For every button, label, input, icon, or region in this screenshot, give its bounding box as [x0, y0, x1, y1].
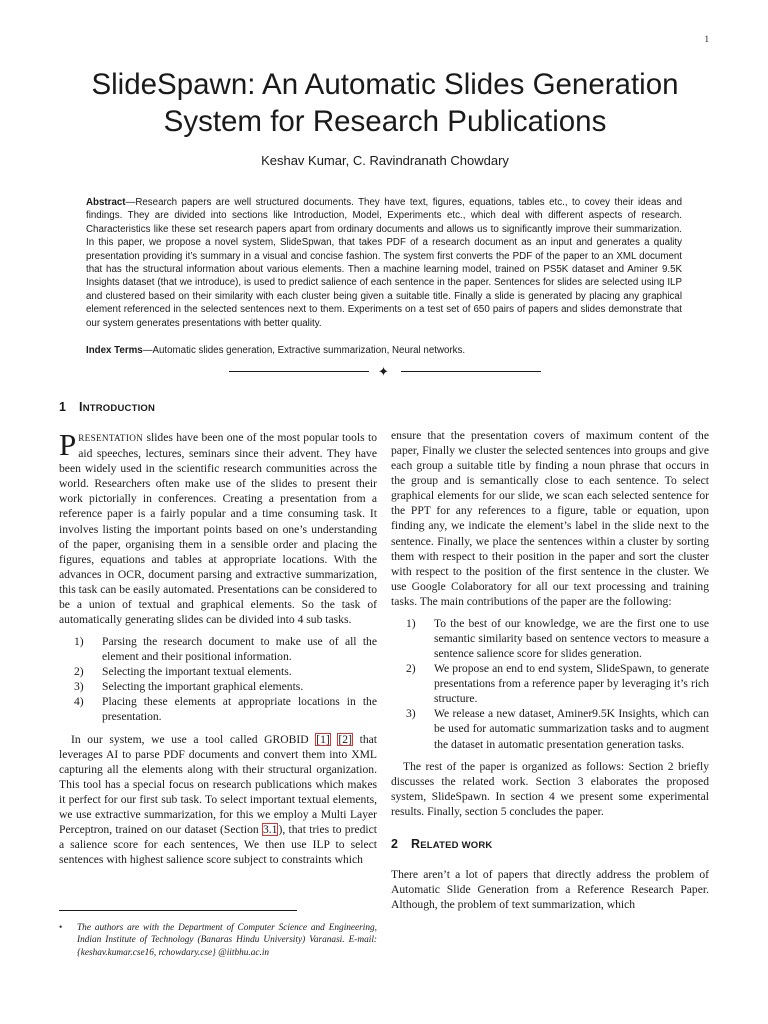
section-link-3-1[interactable]: 3.1 — [262, 823, 278, 837]
author-list: Keshav Kumar, C. Ravindranath Chowdary — [261, 153, 509, 168]
section-1-number: 1 — [59, 400, 67, 414]
list-item: 1) To the best of our knowledge, we are the first one to use semantic similarity based on sentence vectors to measure a sentence salience score for slides generation. — [406, 616, 709, 661]
section-1-heading — [59, 400, 377, 416]
section-2-heading — [391, 837, 709, 853]
list-item: 2) Selecting the important textual elements. — [74, 665, 292, 679]
section-2-title-initial: R — [411, 836, 421, 851]
intro-paragraph-3: ensure that the presentation covers of maximum content of the paper, Finally we cluster the selected sentences into groups and give each group a suitable title by finding a noun phrase that occurs in the group and is semantically close to each sentence. To select graphical elements for our slide, we scan each selected sentence for the PPT for any references to a figure, table or equation, upon finding any, we indicate the element’s label in the slide next to the sentence. Finally, we place the sentences within a cluster by sorting them with respect to their position in the paper and sort the cluster with respect to the position of the first sentence in the cluster. We use Google Colaboratory for all our text processing and training tasks. The main contributions of the paper are the following: — [391, 429, 709, 608]
paper-title — [60, 66, 710, 140]
section-1-title-rest: NTRODUCTION — [82, 403, 156, 414]
abstract — [86, 196, 682, 330]
list-item: 3) Selecting the important graphical elements. — [74, 680, 304, 694]
list-item: 3) We release a new dataset, Aminer9.5K Insights, which can be used for automatic summarization tasks and to augment the dataset in automatic presentation generation tasks. — [406, 707, 709, 751]
list-item: 2) We propose an end to end system, SlideSpawn, to generate presentations from a reference paper by leveraging it’s rich structure. — [406, 662, 709, 706]
title-line-2: System for Research Publications — [163, 105, 607, 138]
section-2-title-rest: ELATED WORK — [420, 839, 493, 851]
list-item: 1) Parsing the research document to make use of all the element and their positional information. — [74, 635, 377, 664]
intro-paragraph-1 — [59, 427, 377, 627]
left-column — [59, 400, 377, 867]
index-terms-text: —Automatic slides generation, Extractive summarization, Neural networks. — [142, 345, 466, 356]
footnote-rule — [59, 910, 297, 911]
footnote — [59, 922, 377, 959]
list-item: 4) Placing these elements at appropriate locations in the presentation. — [74, 695, 377, 724]
divider-line-right — [401, 371, 541, 372]
intro-paragraph-4: The rest of the paper is organized as follows: Section 2 briefly discusses the related work. Section 3 elaborates the proposed system, SlideSpawn. In section 4 we present some experimental results. Finally, section 5 concludes the paper. — [391, 759, 709, 818]
intro-paragraph-2: In our system, we use a tool called GROBID [1] [2] that leverages AI to parse PDF documents and convert them into XML capturing all the elements along with their structural organization. This tool has a special focus on research publications which makes it perfect for our first sub task. To select important textual elements, we use extractive summarization, for this we employ a Multi Layer Perceptron, trained on our dataset (Section 3.1), that tries to predict a salience score for each sentences, We then use ILP to select sentences with highest salience score subject to constraints which — [59, 732, 377, 867]
footnote-text: The authors are with the Department of Computer Science and Engineering, Indian Institute of Technology (Banaras Hindu University) Varanasi. E-mail: {keshav.kumar.cse16, rchowdary.cse} @iitbhu.ac.in — [77, 923, 377, 958]
section-1-title-initial: I — [79, 400, 83, 414]
footnote-bullet: • — [59, 923, 63, 933]
abstract-label: Abstract — [86, 197, 126, 208]
title-line-1: SlideSpawn: An Automatic Slides Generation — [91, 68, 679, 101]
related-work-paragraph-1: There aren’t a lot of papers that directly address the problem of Automatic Slide Generation from a Reference Research Paper. Although, the problem of text summarization, which — [391, 868, 709, 912]
lead-small-caps: RESENTATION — [78, 433, 144, 444]
drop-cap: P — [59, 427, 77, 463]
citation-link-2[interactable]: [2] — [338, 732, 352, 746]
index-terms-label: Index Terms — [86, 345, 143, 356]
right-column — [391, 428, 709, 912]
page-number: 1 — [704, 34, 709, 44]
intro-paragraph-1-text: slides have been one of the most popular tools to aid speeches, lectures, seminars since their advent. They have been widely used in the scientific research communities across the world. Researchers often make use of the slides to present their work pictorially in conferences. Creating a presentation from a reference paper is a fairly popular and a time consuming task. It involves listing the important points based on one’s understanding of the paper, organising them in a sensible order and placing the figures, equations and tables at appropriate locations. With the advances in OCR, document parsing and extractive summarization, this task can be easily automated. Presentations can be considered to be a union of textual and graphical elements. So the task of automatically generating slides can be divided into 4 sub tasks. — [59, 431, 377, 627]
subtask-list — [59, 634, 377, 724]
diamond-icon: ✦ — [378, 364, 389, 379]
section-2-number: 2 — [391, 836, 399, 851]
contribution-list — [391, 616, 709, 752]
divider-line-left — [229, 371, 369, 372]
abstract-text: —Research papers are well structured documents. They have text, figures, equations, tables etc., to covey their ideas and findings. They are divided into sections like Introduction, Model, Experiments etc., which deal with different aspects of research. Characteristics like these set research papers apart from ordinary documents and allows us to significantly improve their summarization. In this paper, we propose a novel system, SlideSpwan, that takes PDF of a research document as an input and generates a quality presentation providing it’s summary in a visual and concise fashion. The system first converts the PDF of the paper to an XML document that has the structural information about various elements. Then a machine learning model, trained on PS5K dataset and Aminer 9.5K Insights dataset (that we introduce), is used to predict salience of each sentence in the paper. Sentences for slides are selected using ILP and clustered based on their similarity with each cluster being given a suitable title. Finally a slide is generated by placing any graphical element referenced in the selected sentences next to them. Experiments on a test set of 650 pairs of papers and slides demonstrate that our system generates presentations with better quality. — [86, 197, 682, 329]
citation-link-1[interactable]: [1] — [316, 732, 330, 746]
index-terms — [86, 345, 682, 356]
section-divider — [229, 364, 541, 380]
